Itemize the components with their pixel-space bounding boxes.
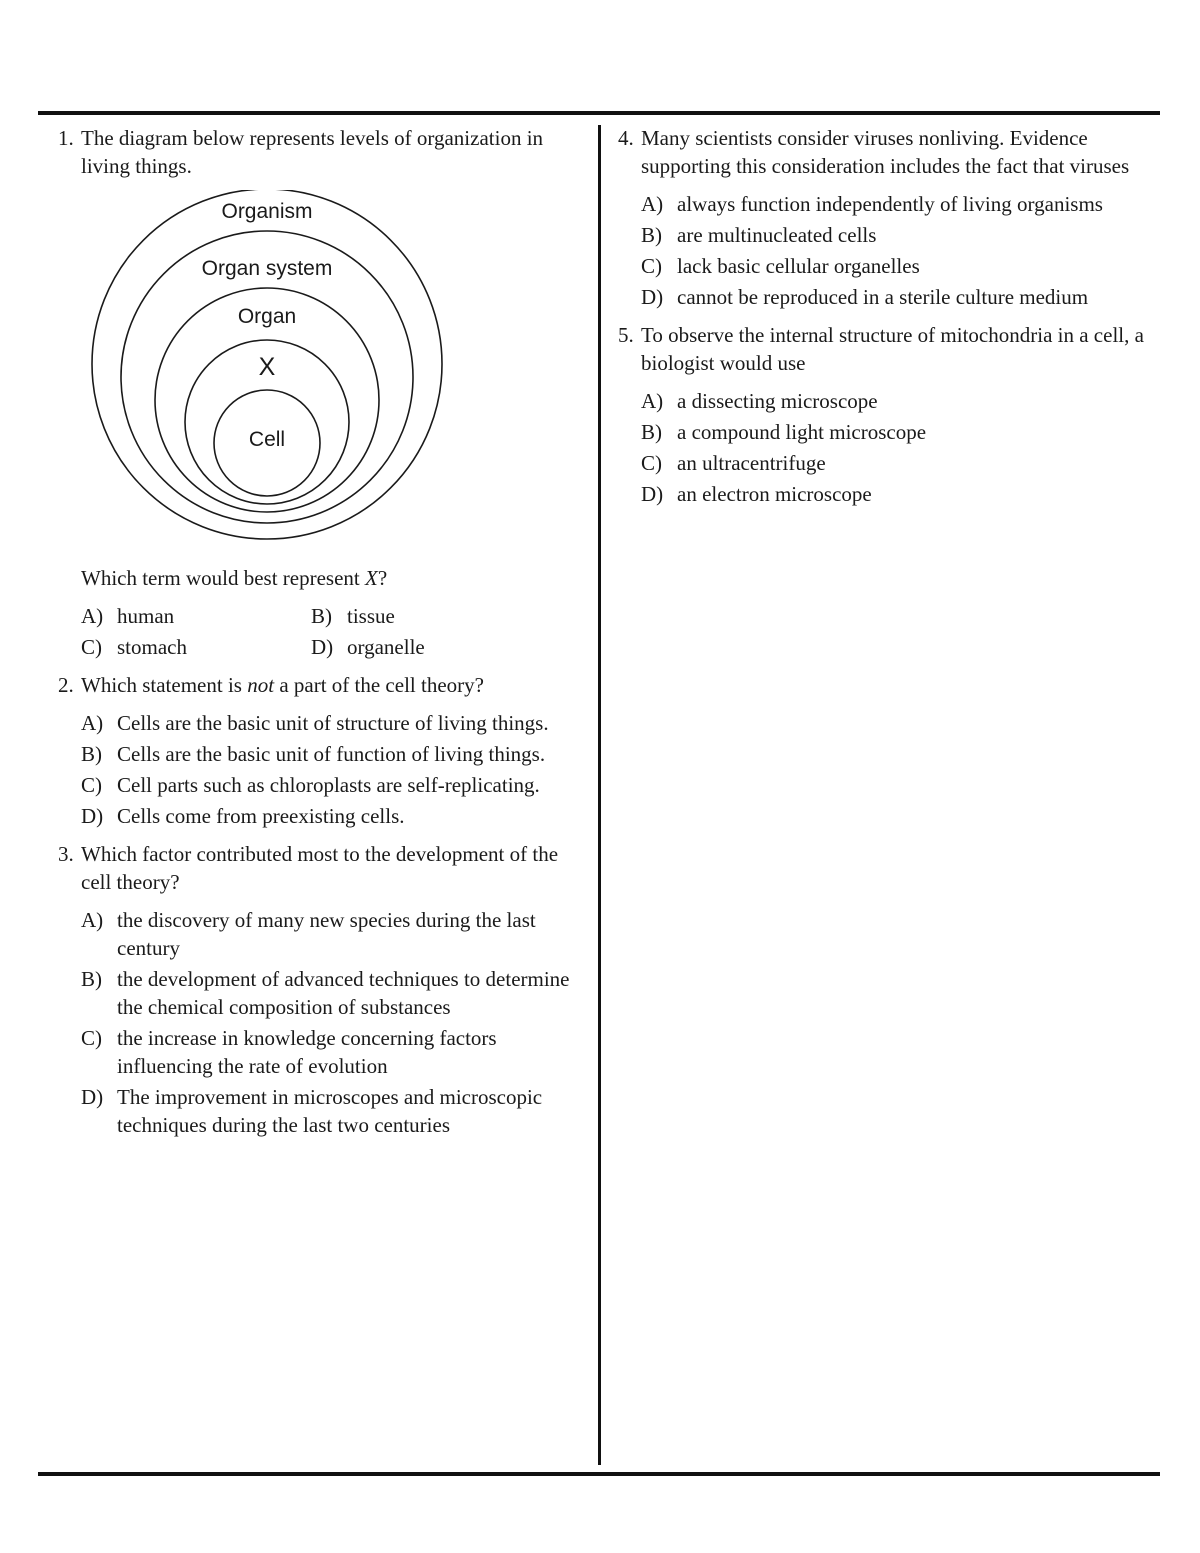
choice-text: an ultracentrifuge <box>677 451 826 475</box>
choice-label: B) <box>641 223 662 247</box>
choice-d[interactable] <box>641 480 1158 508</box>
choice-text: Cell parts such as chloroplasts are self-replicating. <box>117 773 540 797</box>
choice-b[interactable] <box>641 221 1158 249</box>
choice-text: tissue <box>347 604 395 628</box>
label-organism: Organism <box>221 200 313 223</box>
question-number: 4. <box>618 126 634 150</box>
choice-label: A) <box>641 389 664 413</box>
sub-stem-text-end: ? <box>377 566 388 590</box>
choice-text: an electron microscope <box>677 482 872 506</box>
stem-text: Which statement is <box>81 673 248 697</box>
choice-text: stomach <box>117 635 187 659</box>
choice-c[interactable] <box>81 633 311 661</box>
choice-label: B) <box>81 967 102 991</box>
choice-b[interactable] <box>81 965 588 1021</box>
choice-text: Cells are the basic unit of function of living things. <box>117 742 546 766</box>
stem-emphasis: not <box>247 673 275 697</box>
choice-b[interactable] <box>641 418 1158 446</box>
choice-text: the discovery of many new species during the last century <box>117 908 536 960</box>
answer-choices <box>81 906 588 1139</box>
choice-d[interactable] <box>311 633 541 661</box>
choice-c[interactable] <box>641 252 1158 280</box>
choice-c[interactable] <box>81 771 588 799</box>
choice-a[interactable] <box>641 387 1158 415</box>
choice-label: B) <box>641 420 662 444</box>
left-column <box>58 124 588 1149</box>
choice-text: The improvement in microscopes and microscopic techniques during the last two centuries <box>117 1085 543 1137</box>
choice-label: A) <box>81 604 104 628</box>
question-number: 2. <box>58 673 74 697</box>
choice-label: B) <box>81 742 102 766</box>
levels-of-organization-diagram <box>87 190 447 540</box>
question-3 <box>58 840 588 1139</box>
answer-choices <box>641 190 1158 311</box>
choice-label: B) <box>311 604 332 628</box>
choice-d[interactable] <box>81 802 588 830</box>
choice-label: C) <box>641 254 662 278</box>
choice-text: human <box>117 604 175 628</box>
sub-stem-variable: X <box>365 566 378 590</box>
question-5 <box>618 321 1158 508</box>
label-organ: Organ <box>237 305 297 328</box>
sub-stem-text: Which term would best represent <box>81 566 365 590</box>
choice-label: C) <box>81 773 102 797</box>
choice-label: A) <box>81 711 104 735</box>
choice-d[interactable] <box>641 283 1158 311</box>
choice-text: a dissecting microscope <box>677 389 878 413</box>
question-stem: To observe the internal structure of mitochondria in a cell, a biologist would use <box>641 323 1144 375</box>
question-1 <box>58 124 588 661</box>
question-number: 1. <box>58 126 74 150</box>
choice-a[interactable] <box>81 709 588 737</box>
choice-label: D) <box>641 285 664 309</box>
top-rule <box>38 111 1160 115</box>
choice-label: D) <box>81 804 104 828</box>
choice-b[interactable] <box>311 602 541 630</box>
choice-text: Cells are the basic unit of structure of living things. <box>117 711 549 735</box>
question-sub-stem <box>81 564 588 592</box>
choice-text: are multinucleated cells <box>677 223 877 247</box>
answer-choices <box>81 602 588 661</box>
choice-text: cannot be reproduced in a sterile culture medium <box>677 285 1089 309</box>
question-2 <box>58 671 588 830</box>
choice-text: Cells come from preexisting cells. <box>117 804 405 828</box>
choice-label: C) <box>81 635 102 659</box>
choice-label: C) <box>81 1026 102 1050</box>
question-stem <box>81 671 588 699</box>
choice-c[interactable] <box>81 1024 588 1080</box>
choice-text: the increase in knowledge concerning factors influencing the rate of evolution <box>117 1026 497 1078</box>
question-stem: The diagram below represents levels of organization in living things. <box>81 126 544 178</box>
choice-label: D) <box>311 635 334 659</box>
choice-a[interactable] <box>81 602 311 630</box>
choice-label: A) <box>641 192 664 216</box>
question-number: 3. <box>58 842 74 866</box>
question-number: 5. <box>618 323 634 347</box>
label-x: X <box>258 353 276 381</box>
choice-text: organelle <box>347 635 425 659</box>
choice-a[interactable] <box>81 906 588 962</box>
question-stem: Many scientists consider viruses nonliving. Evidence supporting this consideration includes the fact that viruses <box>641 126 1130 178</box>
label-organ-system: Organ system <box>201 257 333 280</box>
bottom-rule <box>38 1472 1160 1476</box>
column-divider <box>598 125 601 1465</box>
answer-choices <box>81 709 588 830</box>
question-4 <box>618 124 1158 311</box>
choice-label: D) <box>81 1085 104 1109</box>
choice-d[interactable] <box>81 1083 588 1139</box>
stem-text-end: a part of the cell theory? <box>274 673 484 697</box>
right-column <box>618 124 1158 518</box>
choice-label: C) <box>641 451 662 475</box>
answer-choices <box>641 387 1158 508</box>
choice-b[interactable] <box>81 740 588 768</box>
choice-label: A) <box>81 908 104 932</box>
choice-text: always function independently of living organisms <box>677 192 1103 216</box>
choice-a[interactable] <box>641 190 1158 218</box>
choice-c[interactable] <box>641 449 1158 477</box>
choice-label: D) <box>641 482 664 506</box>
choice-text: lack basic cellular organelles <box>677 254 920 278</box>
question-stem: Which factor contributed most to the development of the cell theory? <box>81 842 559 894</box>
choice-text: the development of advanced techniques to determine the chemical composition of substances <box>117 967 570 1019</box>
label-cell: Cell <box>248 428 286 451</box>
choice-text: a compound light microscope <box>677 420 927 444</box>
